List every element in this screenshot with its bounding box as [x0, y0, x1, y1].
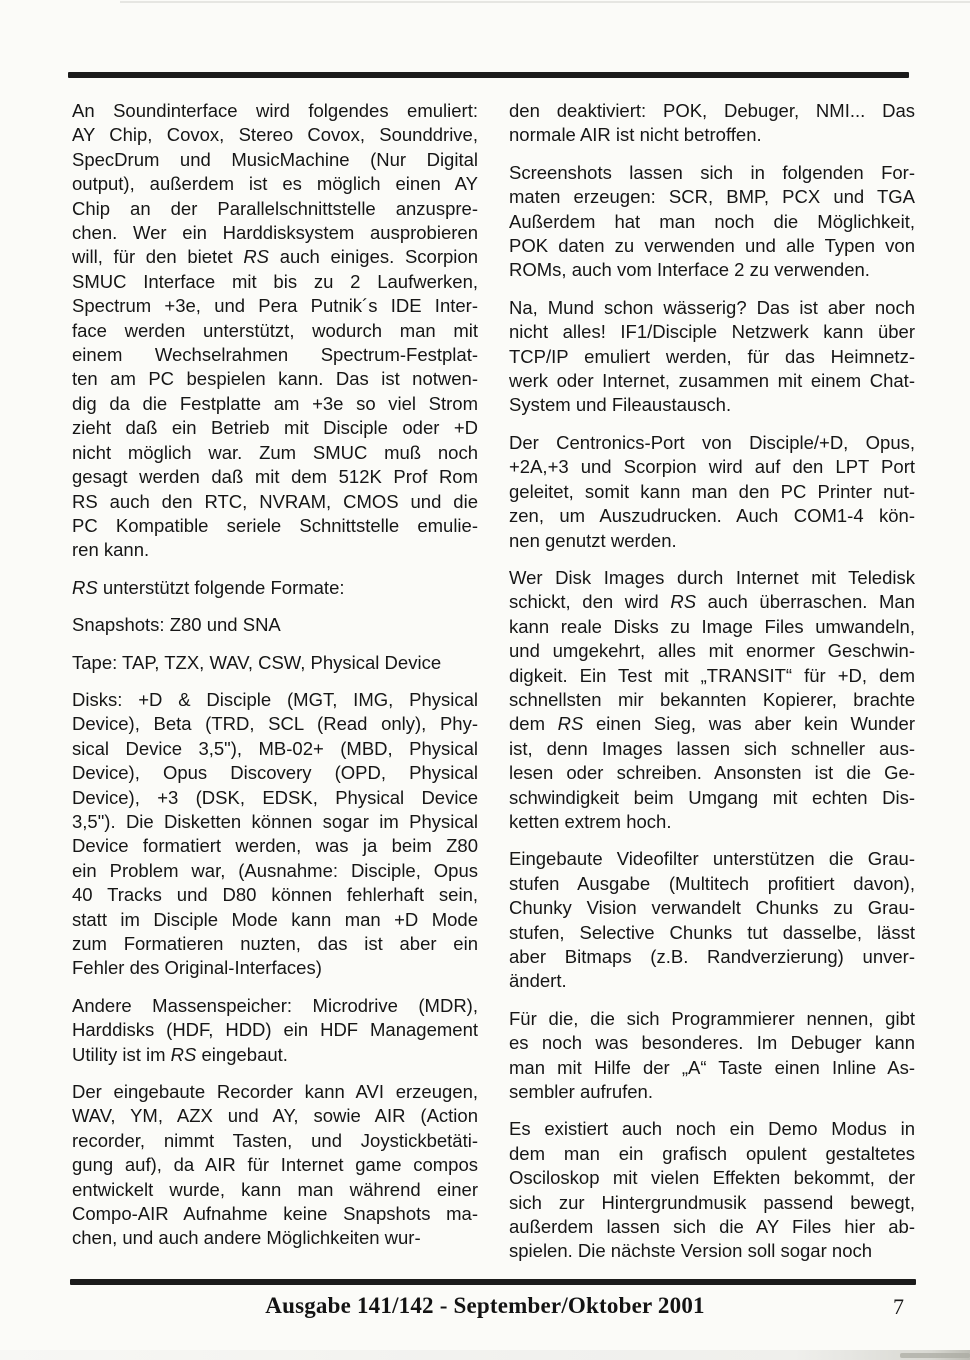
text-line: spielen. Die nächste Version soll sogar noch — [509, 1240, 873, 1262]
text-line: Utility ist im RS eingebaut. — [72, 1043, 288, 1065]
text-line: Spectrum +3e, und Pera Putnik´s IDE Inter- — [72, 295, 478, 317]
text-line: man mit Hilfe der „A“ Taste einen Inline As- — [509, 1056, 915, 1078]
paragraph — [72, 99, 478, 563]
text-line: Device), Beta (TRD, SCL (Read only), Phy- — [72, 713, 478, 735]
paragraph — [72, 994, 478, 1067]
text-line: Device), +3 (DSK, EDSK, Physical Device — [72, 786, 478, 808]
text-line: nen genutzt werden. — [509, 529, 677, 551]
footer-page-number: 7 — [893, 1294, 904, 1319]
paragraph — [509, 847, 915, 993]
bottom-rule — [70, 1279, 916, 1285]
text-line: System und Fileaustausch. — [509, 394, 732, 416]
text-line: recorder, nimmt Tasten, und Joystickbetäti- — [72, 1129, 478, 1151]
text-line: schwindigkeit beim Umgang mit echten Dis- — [509, 786, 915, 808]
scan-edge-bottom — [0, 1350, 970, 1360]
text-line: ist, denn Images lassen sich schneller aus- — [509, 737, 915, 759]
text-line: face werden unterstützt, wodurch man mit — [72, 319, 478, 341]
text-line: RS unterstützt folgende Formate: — [72, 576, 345, 598]
text-line: Der eingebaute Recorder kann AVI erzeugen, — [72, 1081, 478, 1103]
text-line: 40 Tracks und D80 können fehlerhaft sein, — [72, 884, 478, 906]
text-line: sical Device 3,5"), MB-02+ (MBD, Physical — [72, 737, 478, 759]
text-line: SpecDrum und MusicMachine (Nur Digital — [72, 148, 478, 170]
text-line: lesen oder schreiben. Ansonsten ist die Ge- — [509, 762, 915, 784]
text-line: und umgekehrt, alles mit enormer Geschwin- — [509, 640, 915, 662]
text-line: kann reale Disks zu Image Files umwandeln, — [509, 615, 915, 637]
text-line: Eingebaute Videofilter unterstützen die Grau- — [509, 848, 915, 870]
text-line: Es existiert auch noch ein Demo Modus in — [509, 1118, 915, 1140]
paragraph — [72, 576, 478, 600]
paragraph — [509, 431, 915, 553]
text-line: Fehler des Original-Interfaces) — [72, 957, 322, 979]
article-column-left — [72, 99, 478, 1264]
article-column-right — [509, 99, 915, 1264]
text-line: PC Kompatible seriele Schnittstelle emulie- — [72, 514, 478, 536]
text-line: will, für den bietet RS auch einiges. Scorpion — [72, 246, 478, 268]
text-line: POK daten zu verwenden und alle Typen von — [509, 235, 915, 257]
scan-smudge — [900, 1353, 970, 1358]
paragraph — [72, 651, 478, 675]
text-line: chen, und auch andere Möglichkeiten wur- — [72, 1227, 421, 1249]
text-line: output), außerdem ist es möglich einen AY — [72, 173, 478, 195]
text-line: Snapshots: Z80 und SNA — [72, 614, 281, 636]
text-line: Disks: +D & Disciple (MGT, IMG, Physical — [72, 688, 478, 710]
text-line: WAV, YM, AZX und AY, sowie AIR (Action — [72, 1105, 478, 1127]
text-line: Chip an der Parallelschnittstelle anzuspre- — [72, 197, 478, 219]
text-line: normale AIR ist nicht betroffen. — [509, 124, 762, 146]
text-line: werk oder Internet, zusammen mit einem Chat- — [509, 370, 915, 392]
text-line: An Soundinterface wird folgendes emuliert: — [72, 100, 478, 121]
text-line: Compo-AIR Aufnahme keine Snapshots ma- — [72, 1203, 478, 1225]
text-line: chen. Wer ein Harddisksystem ausprobieren — [72, 222, 478, 244]
text-line: dig da die Festplatte am +3e so viel Strom — [72, 392, 478, 414]
text-line: Chunky Vision verwandelt Chunks zu Grau- — [509, 897, 915, 919]
text-line: dem RS einen Sieg, was aber kein Wunder — [509, 713, 915, 735]
text-line: 3,5"). Die Disketten können sogar im Physical — [72, 810, 478, 832]
paragraph — [509, 296, 915, 418]
text-line: ketten extrem hoch. — [509, 810, 672, 832]
text-line: maten erzeugen: SCR, BMP, PCX und TGA — [509, 186, 915, 208]
text-line: nicht alles! IF1/Disciple Netzwerk kann über — [509, 321, 915, 343]
scan-edge-top — [120, 1, 970, 3]
text-line: ROMs, auch vom Interface 2 zu verwenden. — [509, 259, 870, 281]
text-line: zen, um Auszudrucken. Auch COM1-4 kön- — [509, 505, 915, 527]
text-line: sembler aufrufen. — [509, 1081, 653, 1103]
text-line: Device formatiert werden, was ja beim Z80 — [72, 835, 478, 857]
text-line: Screenshots lassen sich in folgenden For- — [509, 161, 915, 183]
text-line: Tape: TAP, TZX, WAV, CSW, Physical Device — [72, 651, 442, 673]
text-line: +2A,+3 und Scorpion wird auf den LPT Port — [509, 456, 915, 478]
text-line: RS auch den RTC, NVRAM, CMOS und die — [72, 490, 478, 512]
text-line: geleitet, somit kann man den PC Printer nut- — [509, 480, 915, 502]
text-line: stufen Ausgabe (Multitech profitiert davon), — [509, 872, 915, 894]
text-line: entwickelt wurde, kann man während einer — [72, 1178, 478, 1200]
text-line: zum Formatieren nuzten, das ist aber ein — [72, 933, 478, 954]
text-line: SMUC Interface mit bis zu 2 Laufwerken, — [72, 270, 478, 292]
text-line: aber Bitmaps (z.B. Randverzierung) unver- — [509, 946, 915, 967]
text-line: gesagt werden daß mit dem 512K Prof Rom — [72, 466, 478, 488]
paragraph — [72, 1080, 478, 1251]
paragraph — [509, 566, 915, 834]
text-line: Andere Massenspeicher: Microdrive (MDR), — [72, 994, 478, 1016]
text-line: einem Wechselrahmen Spectrum-Festplat- — [72, 344, 478, 366]
text-line: es noch was besonderes. Im Debuger kann — [509, 1032, 915, 1054]
paragraph — [72, 688, 478, 981]
text-line: Na, Mund schon wässerig? Das ist aber noch — [509, 296, 915, 318]
text-line: außerdem lassen sich die AY Files hier ab- — [509, 1216, 915, 1238]
text-line: stufen, Selective Chunks tut dasselbe, lässt — [509, 921, 915, 943]
text-line: digkeit. Ein Test mit „TRANSIT“ für +D, dem — [509, 664, 915, 686]
text-line: dem man ein grafisch opulent gestaltetes — [509, 1142, 915, 1164]
text-line: sich zur Hintergrundmusik passend bewegt, — [509, 1191, 915, 1213]
text-line: ändert. — [509, 970, 567, 992]
text-line: ten am PC bespielen kann. Das ist notwen- — [72, 368, 478, 390]
text-line: schickt, den wird RS auch überraschen. Man — [509, 591, 915, 613]
text-line: schnellsten mir bekannten Kopierer, brachte — [509, 688, 915, 710]
text-line: statt im Disciple Mode kann man +D Mode — [72, 908, 478, 930]
text-line: nicht möglich war. Zum SMUC muß noch — [72, 441, 478, 463]
paragraph — [72, 613, 478, 637]
text-line: Außerdem hat man noch die Möglichkeit, — [509, 210, 915, 232]
top-rule — [68, 72, 909, 78]
text-line: TCP/IP emuliert werden, für das Heimnetz- — [509, 345, 915, 367]
footer-issue-line: Ausgabe 141/142 - September/Oktober 2001 — [265, 1293, 705, 1318]
text-line: gung auf), da AIR für Internet game compos — [72, 1154, 478, 1176]
paragraph — [509, 161, 915, 283]
text-line: AY Chip, Covox, Stereo Covox, Sounddrive, — [72, 124, 478, 146]
text-line: ren kann. — [72, 539, 150, 561]
text-line: Der Centronics-Port von Disciple/+D, Opus, — [509, 431, 915, 453]
text-line: Wer Disk Images durch Internet mit Teledisk — [509, 566, 915, 588]
paragraph — [509, 99, 915, 148]
paragraph — [509, 1007, 915, 1105]
text-line: Harddisks (HDF, HDD) ein HDF Management — [72, 1019, 478, 1041]
text-line: ein Problem war, (Ausnahme: Disciple, Opus — [72, 859, 478, 881]
article-body — [72, 99, 915, 1264]
text-line: Osciloskop mit vielen Effekten bekommt, der — [509, 1167, 915, 1189]
text-line: Device), Opus Discovery (OPD, Physical — [72, 762, 478, 784]
paragraph — [509, 1117, 915, 1263]
text-line: Für die, die sich Programmierer nennen, gibt — [509, 1007, 915, 1029]
text-line: zieht daß ein Betrieb mit Disciple oder +D — [72, 417, 478, 439]
text-line: den deaktiviert: POK, Debuger, NMI... Das — [509, 100, 915, 121]
